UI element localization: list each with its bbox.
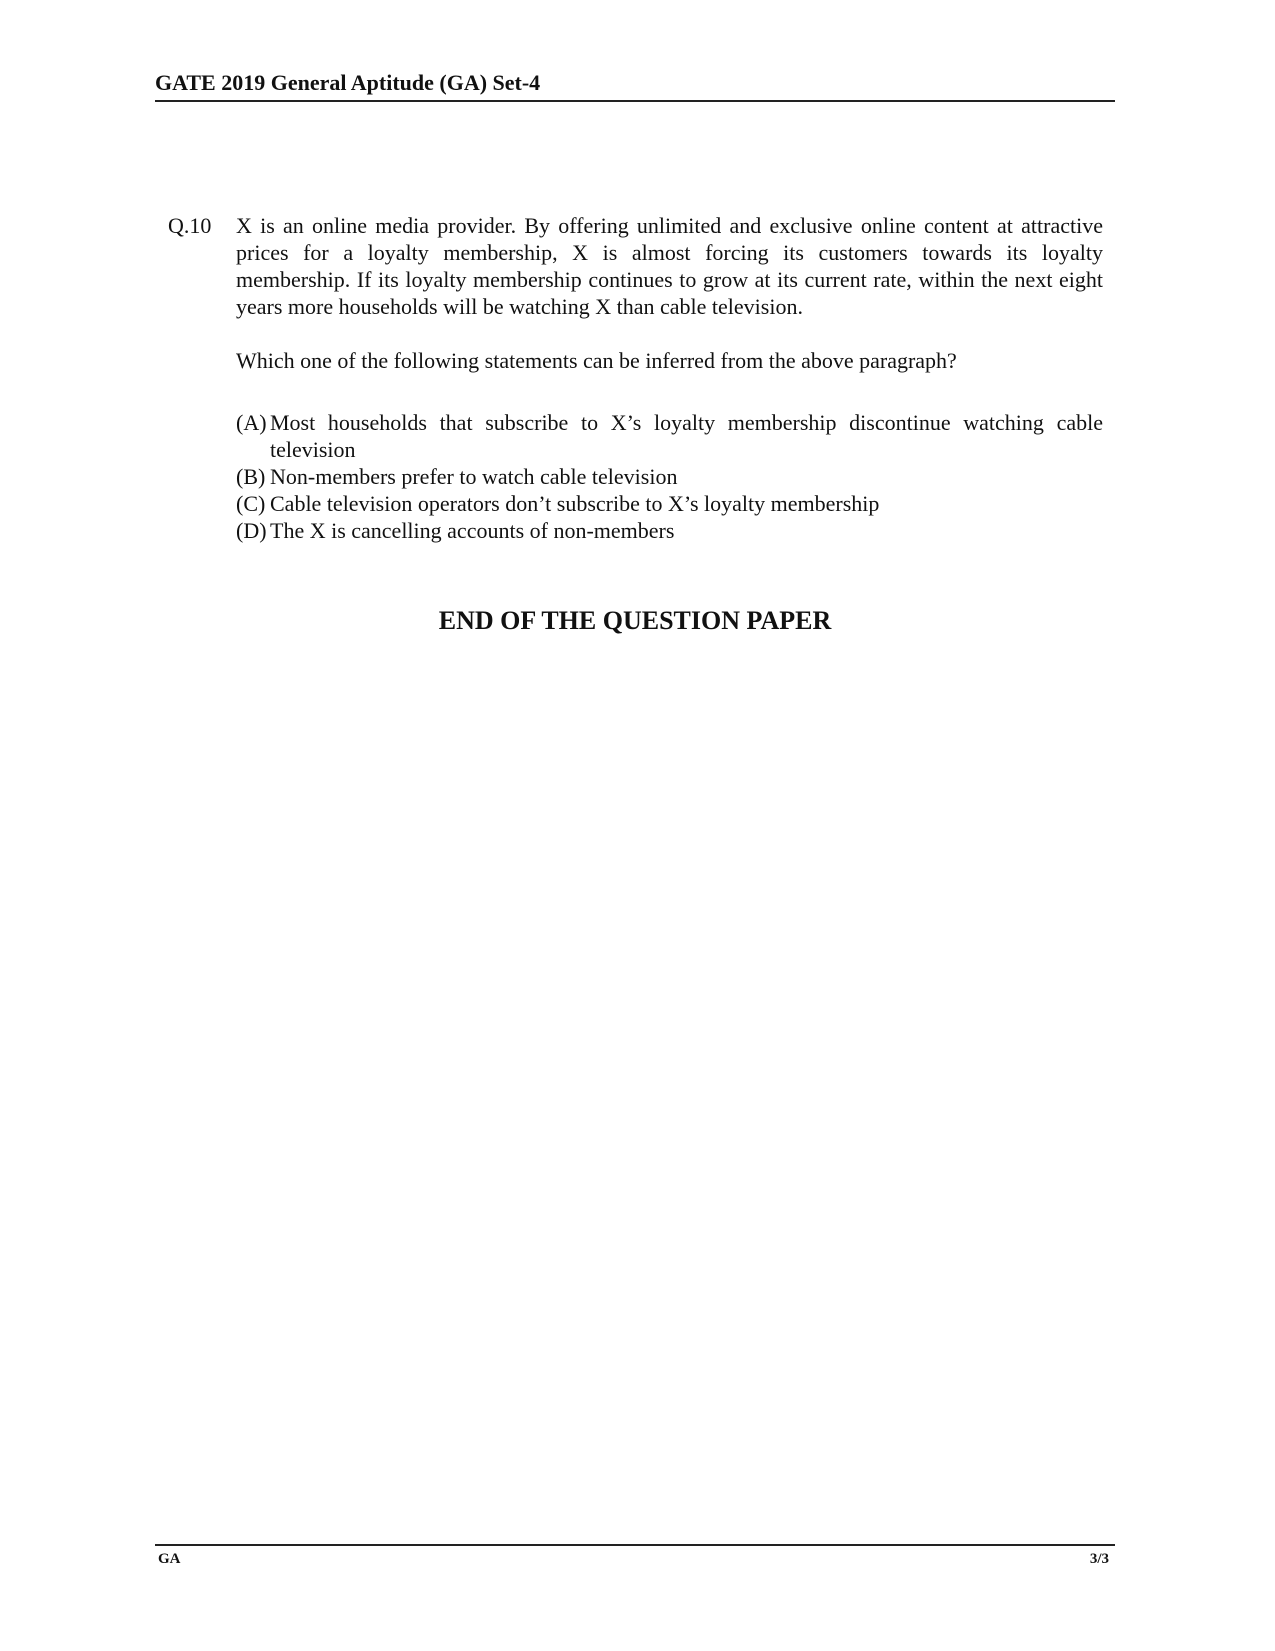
question-body — [236, 212, 1103, 544]
option-letter: (B) — [236, 464, 266, 489]
page-footer — [155, 1544, 1115, 1576]
option-letter: (C) — [236, 491, 266, 516]
option-c — [236, 490, 1103, 517]
option-text: Non-members prefer to watch cable television — [270, 464, 678, 489]
question-paragraph: X is an online media provider. By offering unlimited and exclusive online content at attractive prices for a loyalty membership, X is almost forcing its customers towards its loyalty membership. If its loyalty membership continues to grow at its current rate, within the next eight years more households will be watching X than cable television. — [236, 213, 1103, 319]
end-of-paper-heading: END OF THE QUESTION PAPER — [438, 606, 832, 635]
option-a — [236, 409, 1103, 463]
header-title: GATE 2019 General Aptitude (GA) Set-4 — [155, 70, 541, 95]
option-letter: (D) — [236, 518, 267, 543]
option-letter: (A) — [236, 410, 267, 435]
footer-page-number: 3/3 — [1089, 1551, 1109, 1567]
options-list — [236, 409, 1103, 544]
question-prompt: Which one of the following statements can be inferred from the above paragraph? — [236, 348, 957, 373]
question-number: Q.10 — [168, 213, 212, 238]
option-text: Cable television operators don’t subscribe to X’s loyalty membership — [270, 491, 880, 516]
option-d — [236, 517, 1103, 544]
page-header — [155, 70, 1115, 102]
option-text: The X is cancelling accounts of non-members — [270, 518, 675, 543]
option-b — [236, 463, 1103, 490]
option-text: Most households that subscribe to X’s loyalty membership discontinue watching cable television — [270, 410, 1103, 462]
footer-subject-code: GA — [158, 1551, 181, 1567]
